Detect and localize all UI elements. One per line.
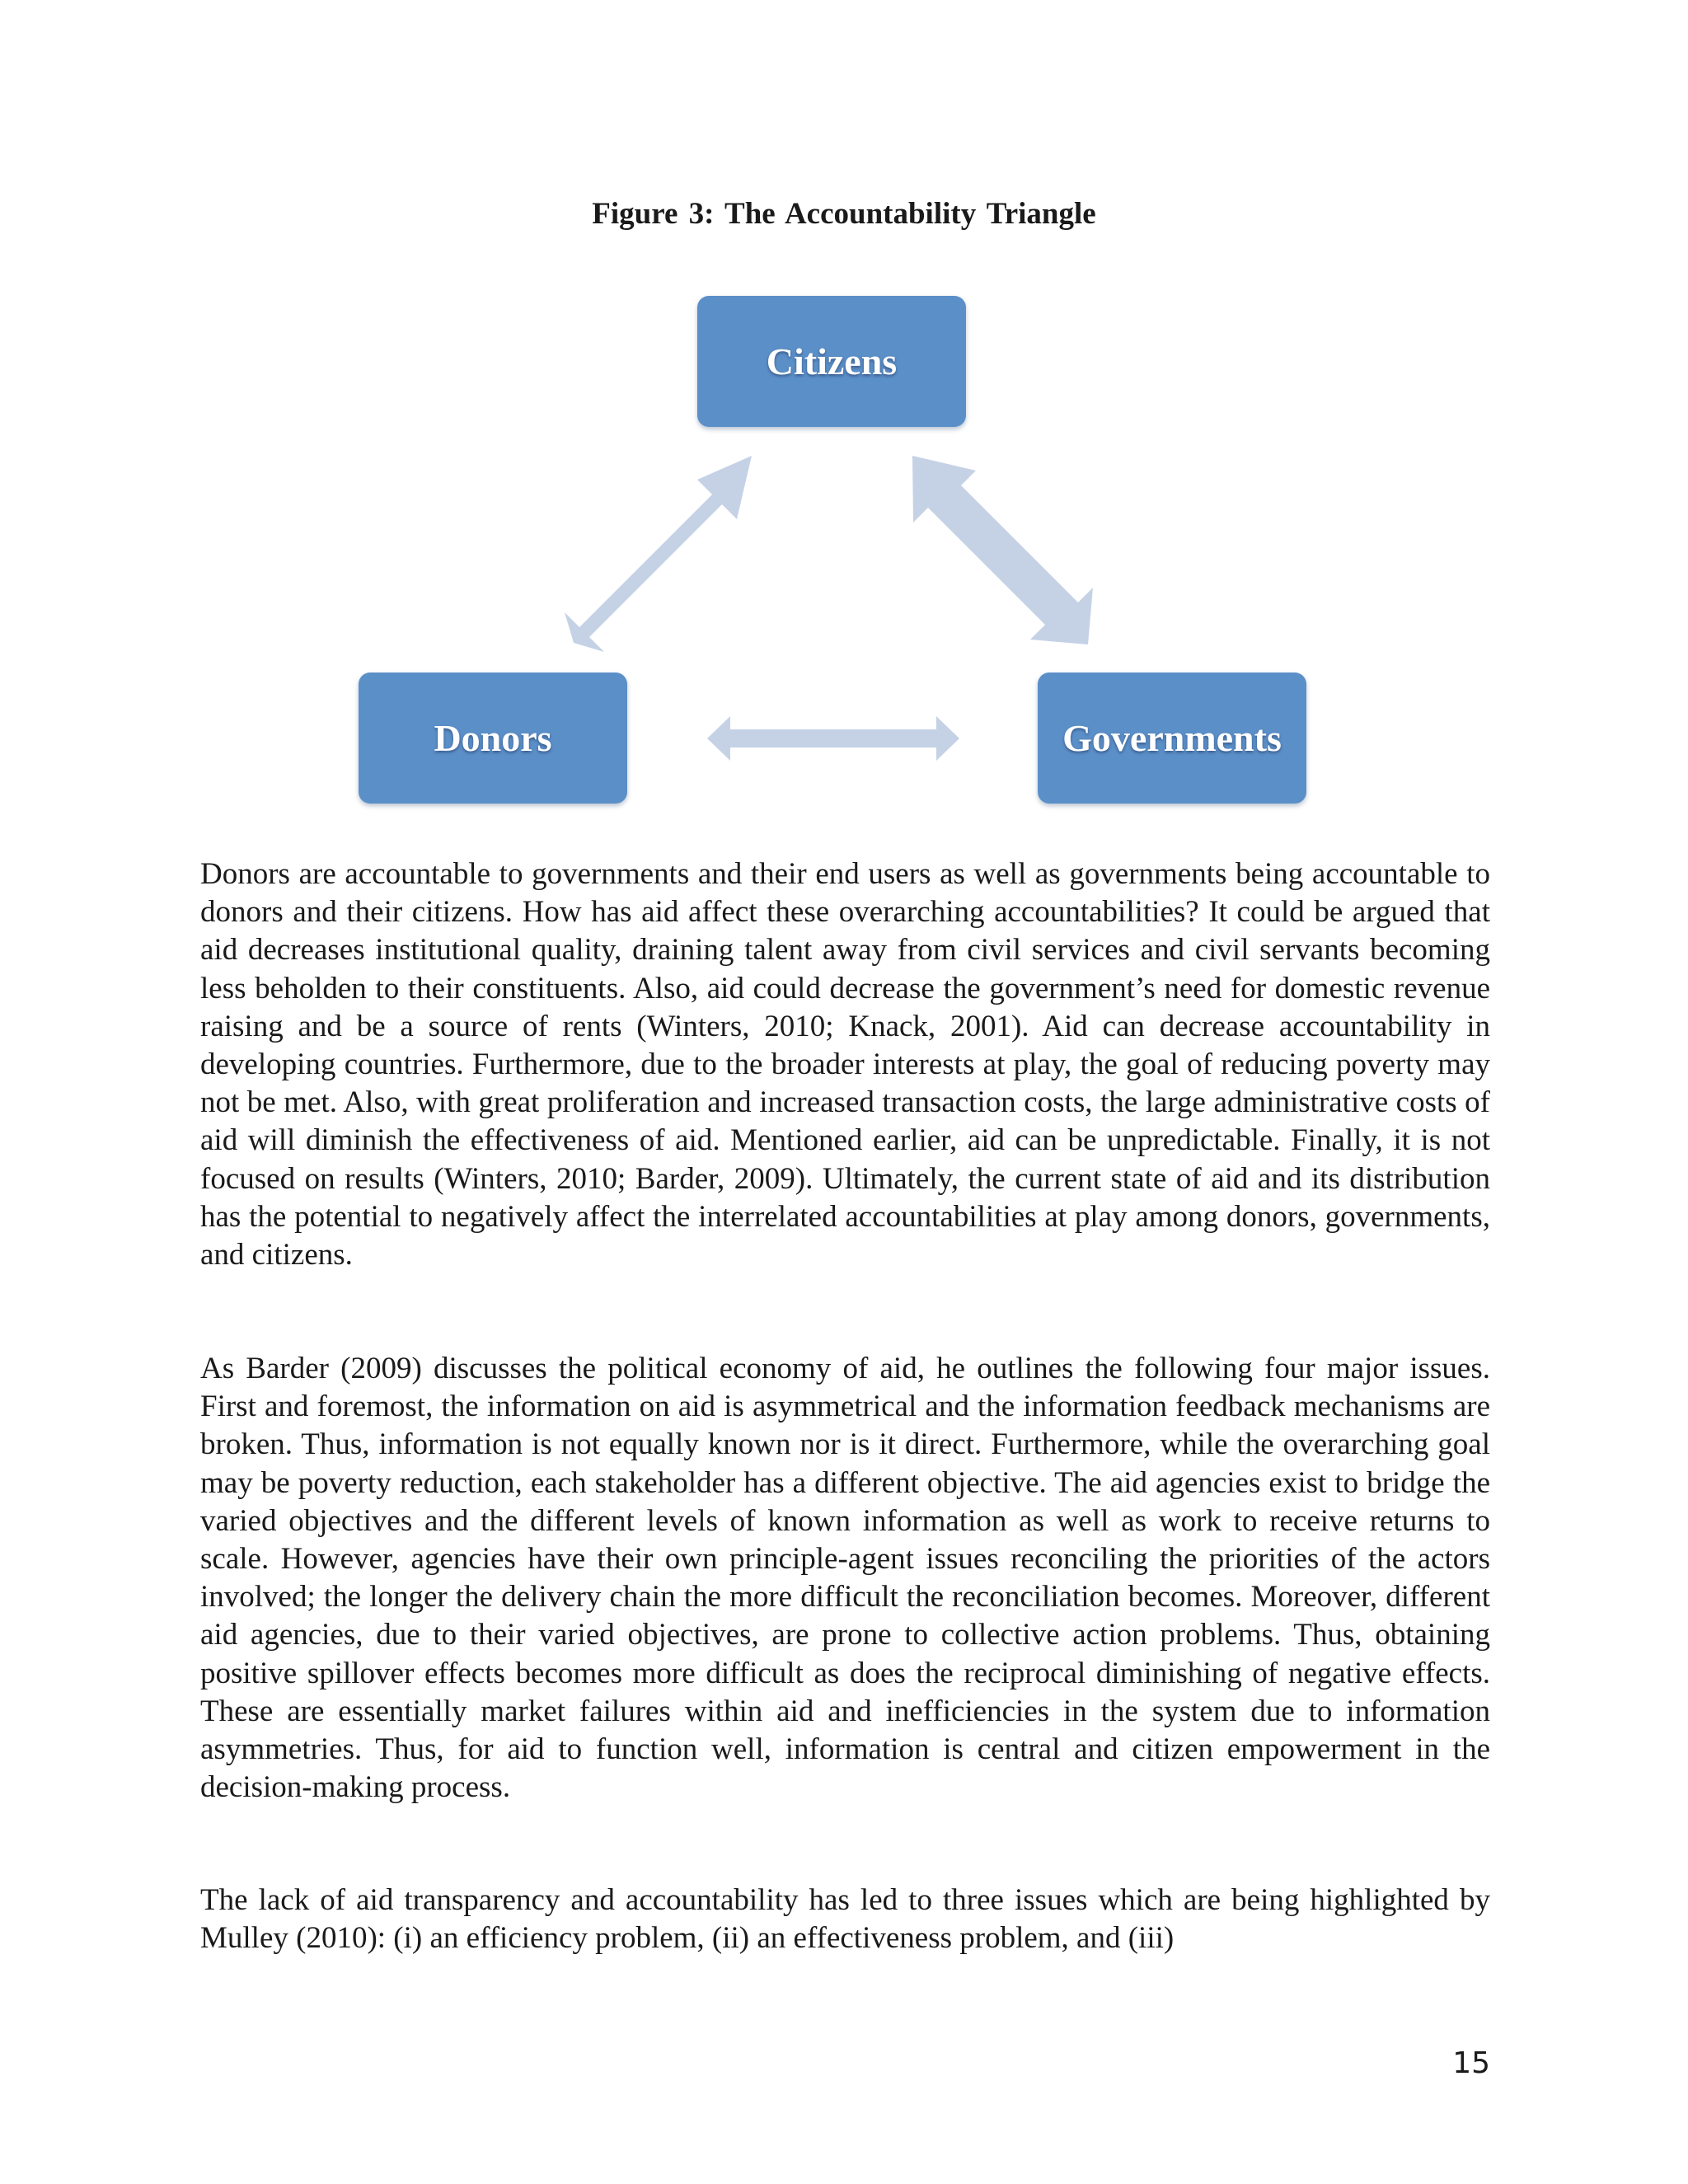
arrow-donors-governments <box>707 716 959 761</box>
governments-label: Governments <box>1062 717 1282 759</box>
arrow-citizens-donors <box>565 456 752 652</box>
page-number: 15 <box>1452 2046 1490 2080</box>
accountability-triangle-diagram <box>0 280 1688 824</box>
figure-caption: Figure 3: The Accountability Triangle <box>592 197 1096 231</box>
donors-box <box>359 673 627 804</box>
paragraph-political-economy: As Barder (2009) discusses the political economy of aid, he outlines the following four major issues. First and foremost, the information on aid is asymmetrical and the information feedback mechanisms are broken. Thus, information is not equally known nor is it direct. Furthermore, while the overarching goal may be poverty reduction, each stakeholder has a different objective. The aid agencies exist to bridge the varied objectives and the different levels of known information as well as work to receive returns to scale. However, agencies have their own principle-agent issues reconciling the priorities of the actors involved; the longer the delivery chain the more difficult the reconciliation becomes. Moreover, different aid agencies, due to their varied objectives, are prone to collective action problems. Thus, obtaining positive spillover effects becomes more difficult as does the reciprocal diminishing of negative effects. These are essentially market failures within aid and inefficiencies in the system due to information asymmetries. Thus, for aid to function well, information is central and citizen empowerment in the decision-making process. <box>200 1352 1490 1805</box>
citizens-label: Citizens <box>766 340 898 382</box>
paragraph-accountabilities: Donors are accountable to governments and their end users as well as governments being accountable to donors and their citizens. How has aid affect these overarching accountabilities? It could be argued that aid decreases institutional quality, draining talent away from civil services and civil servants becoming less beholden to their constituents. Also, aid could decrease the government’s need for domestic revenue raising and be a source of rents (Winters, 2010; Knack, 2001). Aid can decrease accountability in developing countries. Furthermore, due to the broader interests at play, the goal of reducing poverty may not be met. Also, with great proliferation and increased transaction costs, the large administrative costs of aid will diminish the effectiveness of aid. Mentioned earlier, aid can be unpredictable. Finally, it is not focused on results (Winters, 2010; Barder, 2009). Ultimately, the current state of aid and its distribution has the potential to negatively affect the interrelated accountabilities at play among donors, governments, and citizens. <box>200 857 1490 1272</box>
donors-label: Donors <box>434 717 552 759</box>
citizens-box <box>697 296 966 427</box>
paragraph-transparency: The lack of aid transparency and accountability has led to three issues which are being highlighted by Mulley (2010): (i) an efficiency problem, (ii) an effectiveness problem, and (iii) <box>200 1883 1490 1956</box>
arrow-citizens-governments <box>912 456 1093 644</box>
governments-box <box>1038 673 1306 804</box>
